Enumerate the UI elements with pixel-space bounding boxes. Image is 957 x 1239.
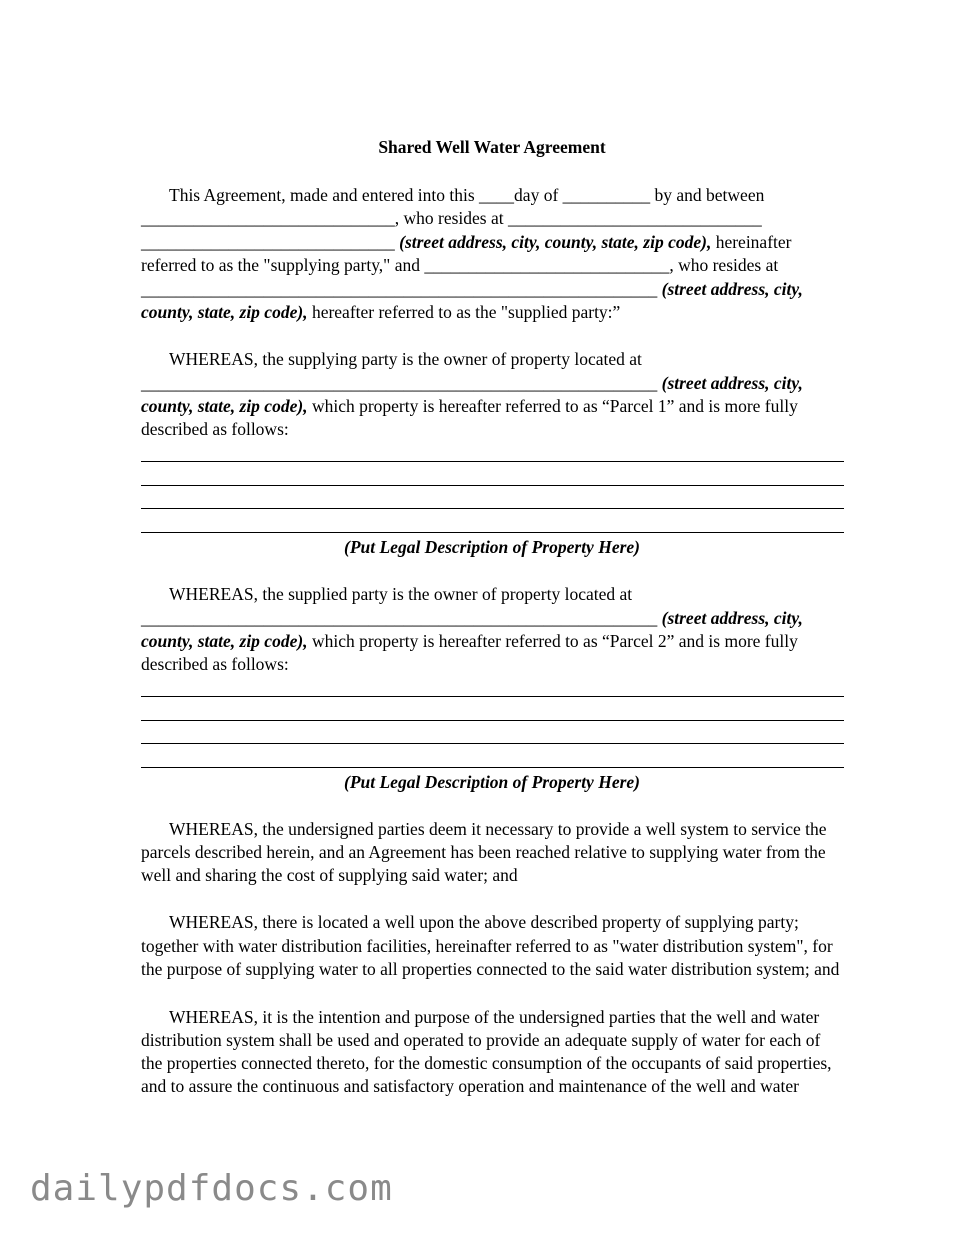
legal-desc-1-rule-1 <box>141 461 844 462</box>
p2-line-1: WHEREAS, the supplying party is the owner of property located at <box>169 349 642 369</box>
p2-line-2 <box>141 372 803 394</box>
legal-desc-2-caption: (Put Legal Description of Property Here) <box>344 772 640 792</box>
p1-line-6-tail: hereafter referred to as the "supplied party:” <box>307 302 621 322</box>
p3-line-3-tail: which property is hereafter referred to as “Parcel 2” and is more fully <box>307 631 798 651</box>
legal-desc-1-rule-4 <box>141 532 844 533</box>
p1-line-3-blank: _____________________________ <box>141 232 400 252</box>
p3-line-1: WHEREAS, the supplied party is the owner of property located at <box>169 584 633 604</box>
p2-address-hint: (street address, city, <box>661 373 803 393</box>
p1-line-2: _____________________________, who resides at _____________________________ <box>141 208 762 228</box>
p3-line-3 <box>141 630 798 652</box>
p3-line-4: described as follows: <box>141 654 289 674</box>
p4-line-1: WHEREAS, the undersigned parties deem it necessary to provide a well system to service the <box>169 819 827 839</box>
p6-line-3: the properties connected thereto, for the domestic consumption of the occupants of said properties, <box>141 1053 832 1073</box>
p2-line-3 <box>141 395 798 417</box>
p1-line-5-blank: ___________________________________________________________ <box>141 279 662 299</box>
p1-address-hint: (street address, city, county, state, zip code), <box>399 232 712 252</box>
p5-line-2: together with water distribution facilities, hereinafter referred to as "water distribution system", for <box>141 936 833 956</box>
p3-line-2 <box>141 607 803 629</box>
p4-line-2: parcels described herein, and an Agreement has been reached relative to supplying water from the <box>141 842 826 862</box>
p5-line-1: WHEREAS, there is located a well upon the above described property of supplying party; <box>169 912 799 932</box>
p1-line-3-tail: hereinafter <box>711 232 792 252</box>
legal-desc-2-rule-3 <box>141 743 844 744</box>
p2-line-2-blank: ___________________________________________________________ <box>141 373 662 393</box>
p6-line-2: distribution system shall be used and operated to provide an adequate supply of water for each of <box>141 1030 821 1050</box>
p6-line-4: and to assure the continuous and satisfactory operation and maintenance of the well and water <box>141 1076 799 1096</box>
p1-address-hint-2: (street address, city, <box>661 279 803 299</box>
p1-address-hint-3: county, state, zip code), <box>141 302 308 322</box>
watermark: dailypdfdocs.com <box>30 1168 393 1209</box>
p6-line-1: WHEREAS, it is the intention and purpose of the undersigned parties that the well and water <box>169 1007 820 1027</box>
p2-line-3-tail: which property is hereafter referred to as “Parcel 1” and is more fully <box>307 396 798 416</box>
legal-desc-1-rule-3 <box>141 508 844 509</box>
p1-line-1: This Agreement, made and entered into this ____day of __________ by and between <box>169 185 765 205</box>
p3-address-hint: (street address, city, <box>661 608 803 628</box>
p5-line-3: the purpose of supplying water to all properties connected to the said water distribution system; and <box>141 959 840 979</box>
p2-line-4: described as follows: <box>141 419 289 439</box>
legal-desc-2-rule-4 <box>141 767 844 768</box>
legal-desc-2-rule-2 <box>141 720 844 721</box>
p3-line-2-blank: ___________________________________________________________ <box>141 608 662 628</box>
p1-line-3 <box>141 231 791 253</box>
p1-line-4: referred to as the "supplying party," and ____________________________, who resides at <box>141 255 779 275</box>
p1-line-5 <box>141 278 803 300</box>
document-title: Shared Well Water Agreement <box>378 137 606 157</box>
p4-line-3: well and sharing the cost of supplying said water; and <box>141 865 518 885</box>
legal-desc-1-rule-2 <box>141 485 844 486</box>
p2-address-hint-2: county, state, zip code), <box>141 396 308 416</box>
p3-address-hint-2: county, state, zip code), <box>141 631 308 651</box>
legal-desc-1-caption: (Put Legal Description of Property Here) <box>344 537 640 557</box>
legal-desc-2-rule-1 <box>141 696 844 697</box>
p1-line-6 <box>141 301 620 323</box>
